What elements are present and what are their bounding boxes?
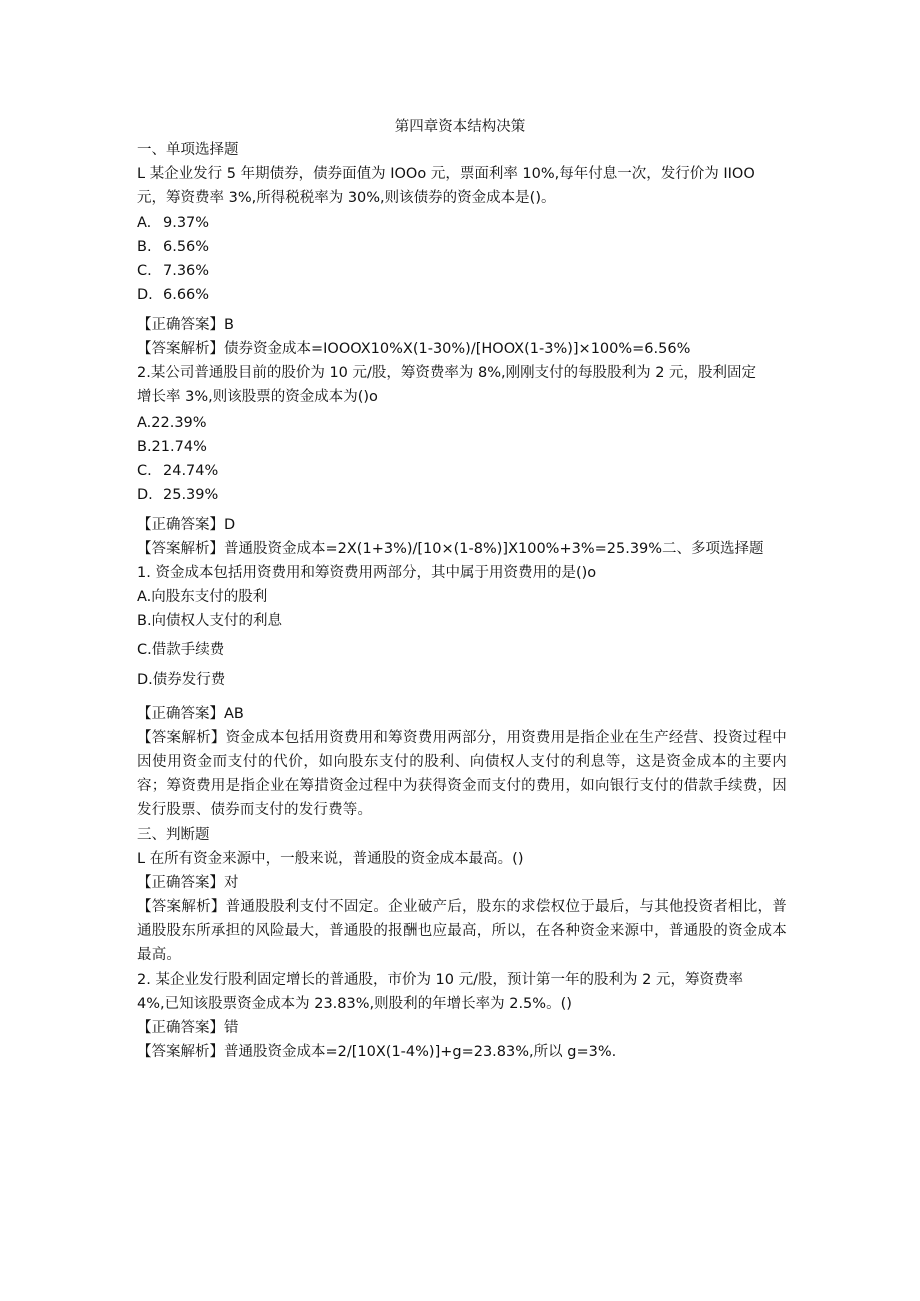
option-key: D. — [137, 487, 153, 503]
section-heading-single-choice: 一、单项选择题 — [137, 142, 239, 158]
q4-stem: L 在所有资金来源中，一般来说，普通股的资金成本最高。() — [137, 851, 524, 867]
q3-correct-answer: 【正确答案】AB — [137, 706, 244, 722]
q3-stem: 1. 资金成本包括用资费用和筹资费用两部分，其中属于用资费用的是()o — [137, 565, 597, 581]
q2-option-b — [137, 437, 787, 457]
option-text: B.21.74% — [137, 439, 207, 455]
q5-stem-line-2: 4%,已知该股票资金成本为 23.83%,则股利的年增长率为 2.5%。() — [137, 996, 572, 1012]
option-key: C. — [137, 463, 152, 479]
q5-stem-line-1: 2. 某企业发行股利固定增长的普通股，市价为 10 元/股，预计第一年的股利为 2 元，筹资费率 — [137, 972, 743, 988]
q1-correct-answer: 【正确答案】B — [137, 317, 234, 333]
option-text: 7.36% — [163, 263, 210, 279]
q2-answer-analysis: 【答案解析】普通股资金成本=2X(1+3%)/[10×(1-8%)]X100%+3%=25.39%二、多项选择题 — [137, 541, 764, 557]
q2-option-a — [137, 413, 787, 433]
q3-answer-analysis: 【答案解析】资金成本包括用资费用和筹资费用两部分，用资费用是指企业在生产经营、投资过程中因使用资金而支付的代价，如向股东支付的股利、向债权人支付的利息等，这是资金成本的主要内容；筹资费用是指企业在筹措资金过程中为获得资金而支付的费用，如向银行支付的借款手续费，因发行股票、债券而支付的发行费等。 — [137, 730, 787, 818]
q1-option-c — [137, 261, 787, 281]
option-text: 6.66% — [163, 287, 210, 303]
page-title: 第四章资本结构决策 — [394, 119, 526, 135]
q1-answer-analysis: 【答案解析】债券资金成本=IOOOX10%X(1-30%)/[HOOX(1-3%)]×100%=6.56% — [137, 341, 691, 357]
q5-answer-analysis: 【答案解析】普通股资金成本=2/[10X(1-4%)]+g=23.83%,所以 g=3%. — [137, 1044, 617, 1060]
option-text: 24.74% — [163, 463, 219, 479]
q2-option-c — [137, 461, 787, 481]
q1-stem-line-1: L 某企业发行 5 年期债券，债券面值为 IOOo 元，票面利率 10%,每年付息一次，发行价为 IIOO — [137, 166, 755, 182]
option-key: B. — [137, 239, 152, 255]
q2-stem-line-1: 2.某公司普通股目前的股价为 10 元/股，筹资费率为 8%,刚刚支付的每股股利为 2 元，股利固定 — [137, 365, 757, 381]
option-key: D. — [137, 287, 153, 303]
option-text: 6.56% — [163, 239, 210, 255]
q1-option-b — [137, 237, 787, 257]
q5-correct-answer: 【正确答案】错 — [137, 1020, 239, 1036]
option-text: 9.37% — [163, 215, 210, 231]
section-heading-true-false: 三、判断题 — [137, 827, 210, 843]
q4-correct-answer: 【正确答案】对 — [137, 875, 239, 891]
option-text: A.22.39% — [137, 415, 207, 431]
q2-correct-answer: 【正确答案】D — [137, 517, 236, 533]
q4-answer-analysis: 【答案解析】普通股股利支付不固定。企业破产后，股东的求偿权位于最后，与其他投资者相比，普通股股东所承担的风险最大，普通股的报酬也应最高，所以，在各种资金来源中，普通股的资金成本最高。 — [137, 899, 787, 963]
q1-option-a — [137, 213, 787, 233]
option-key: A. — [137, 215, 152, 231]
q1-option-d — [137, 285, 787, 305]
q2-stem-line-2: 增长率 3%,则该股票的资金成本为()o — [137, 389, 378, 405]
q1-stem-line-2: 元，筹资费率 3%,所得税税率为 30%,则该债券的资金成本是()。 — [137, 190, 556, 206]
q3-option-a: A.向股东支付的股利 — [137, 589, 268, 605]
option-text: 25.39% — [163, 487, 219, 503]
q3-option-b: B.向债权人支付的利息 — [137, 613, 283, 629]
q3-option-d: D.债券发行费 — [137, 672, 226, 688]
q3-option-c: C.借款手续费 — [137, 642, 225, 658]
option-key: C. — [137, 263, 152, 279]
q2-option-d — [137, 485, 787, 505]
